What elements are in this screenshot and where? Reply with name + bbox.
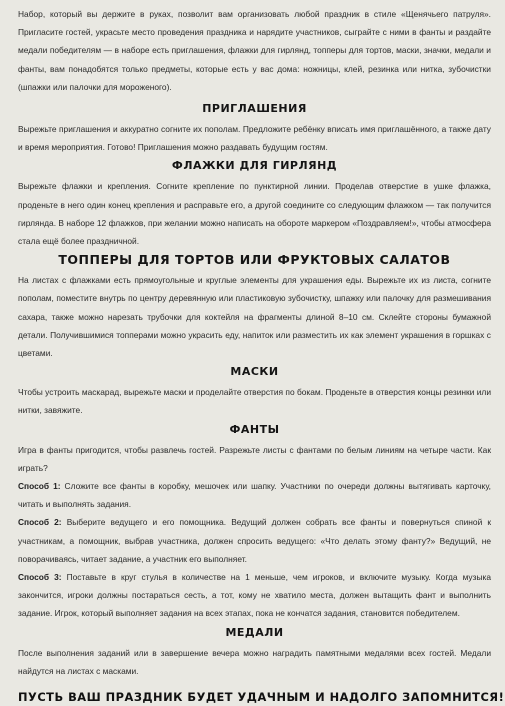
invitations-text: Вырежьте приглашения и аккуратно согните их пополам. Предложите ребёнку вписать имя приглашённого, а также дату и время мероприятия. Готово! Приглашения можно раздавать будущим гостям. [18,124,491,153]
method-2-text: Выберите ведущего и его помощника. Ведущий должен собрать все фанты и повернуться спиной к участникам, а помощник, выбрав участника, должен спросить ведущего: «Что делать этому фанту?» Ведущий, не поворачиваясь, читает задание, а участник его выполняет. [18,517,491,564]
toppers-heading: ТОППЕРЫ ДЛЯ ТОРТОВ ИЛИ ФРУКТОВЫХ САЛАТОВ [58,252,451,268]
masks-text: Чтобы устроить маскарад, вырежьте маски и проделайте отверстия по бокам. Проденьте в отверстия концы резинки или нитки, завяжите. [18,387,491,416]
flags-heading: ФЛАЖКИ ДЛЯ ГИРЛЯНД [171,159,338,173]
invitations-heading: ПРИГЛАШЕНИЯ [202,102,307,116]
method-3-text: Поставьте в круг стулья в количестве на 1 меньше, чем игроков, и включите музыку. Когда музыка закончится, игроки должны постараться сесть, а тот, кому не хватило места, должен вытащить фант и выполнить задание. Игрок, который выполняет задания на всех этапах, пока не кончатся задания, становится победителем. [18,572,491,619]
forfeits-heading: ФАНТЫ [229,422,280,436]
flags-text: Вырежьте флажки и крепления. Согните крепление по пунктирной линии. Проделав отверстие в ушке флажка, проденьте в него один конец крепления и расправьте его, а другой соедините со следующим флажком — так получится гирлянда. В наборе 12 флажков, при желании можно написать на обороте маркером «Поздравляем!», чтобы атмосфера стала ещё более праздничной. [18,181,491,247]
toppers-text: На листах с флажками есть прямоугольные и круглые элементы для украшения еды. Вырежьте их из листа, согните пополам, поместите внутрь по центру деревянную или пластиковую зубочистку, шпажку или палочку для размешивания сахара, также можно нарезать трубочки для коктейля на фрагменты длиной 8–10 см. Склейте стороны бумажной детали. Получившимися топперами можно украсить еду, напиток или разместить их как элемент украшения в горшках с цветами. [18,275,491,359]
intro-paragraph: Набор, который вы держите в руках, позволит вам организовать любой праздник в стиле «Щенячьего патруля». Пригласите гостей, украсьте место проведения праздника и нарядите участников, сыграйте с ними в фанты и раздайте медали победителям — в наборе есть приглашения, флажки для гирлянд, топперы для тортов, маски, значки, медали и фанты, вам понадобятся только предметы, которые есть у вас дома: ножницы, клей, резинка или нитка, зубочистки (шпажки или палочки для мороженого). [18,9,491,92]
medals-heading: МЕДАЛИ [225,625,284,639]
method-2-label: Способ 2: [18,517,62,528]
masks-heading: МАСКИ [230,365,279,379]
forfeits-method-2 [18,513,491,568]
forfeits-method-1 [18,477,491,513]
medals-text: После выполнения заданий или в завершение вечера можно наградить памятными медалями всех гостей. Медали найдутся на листах с масками. [18,647,491,676]
method-1-label: Способ 1: [18,481,61,492]
method-1-text: Сложите все фанты в коробку, мешочек или шапку. Участники по очереди должны вытягивать карточку, читать и выполнять задания. [18,481,491,510]
forfeits-method-3 [18,568,491,623]
forfeits-intro: Игра в фанты пригодится, чтобы развлечь гостей. Разрежьте листы с фантами по белым линиям на четыре части. Как играть? [18,444,491,473]
closing-message: ПУСТЬ ВАШ ПРАЗДНИК БУДЕТ УДАЧНЫМ И НАДОЛГО ЗАПОМНИТСЯ! [18,690,505,705]
method-3-label: Способ 3: [18,572,62,583]
